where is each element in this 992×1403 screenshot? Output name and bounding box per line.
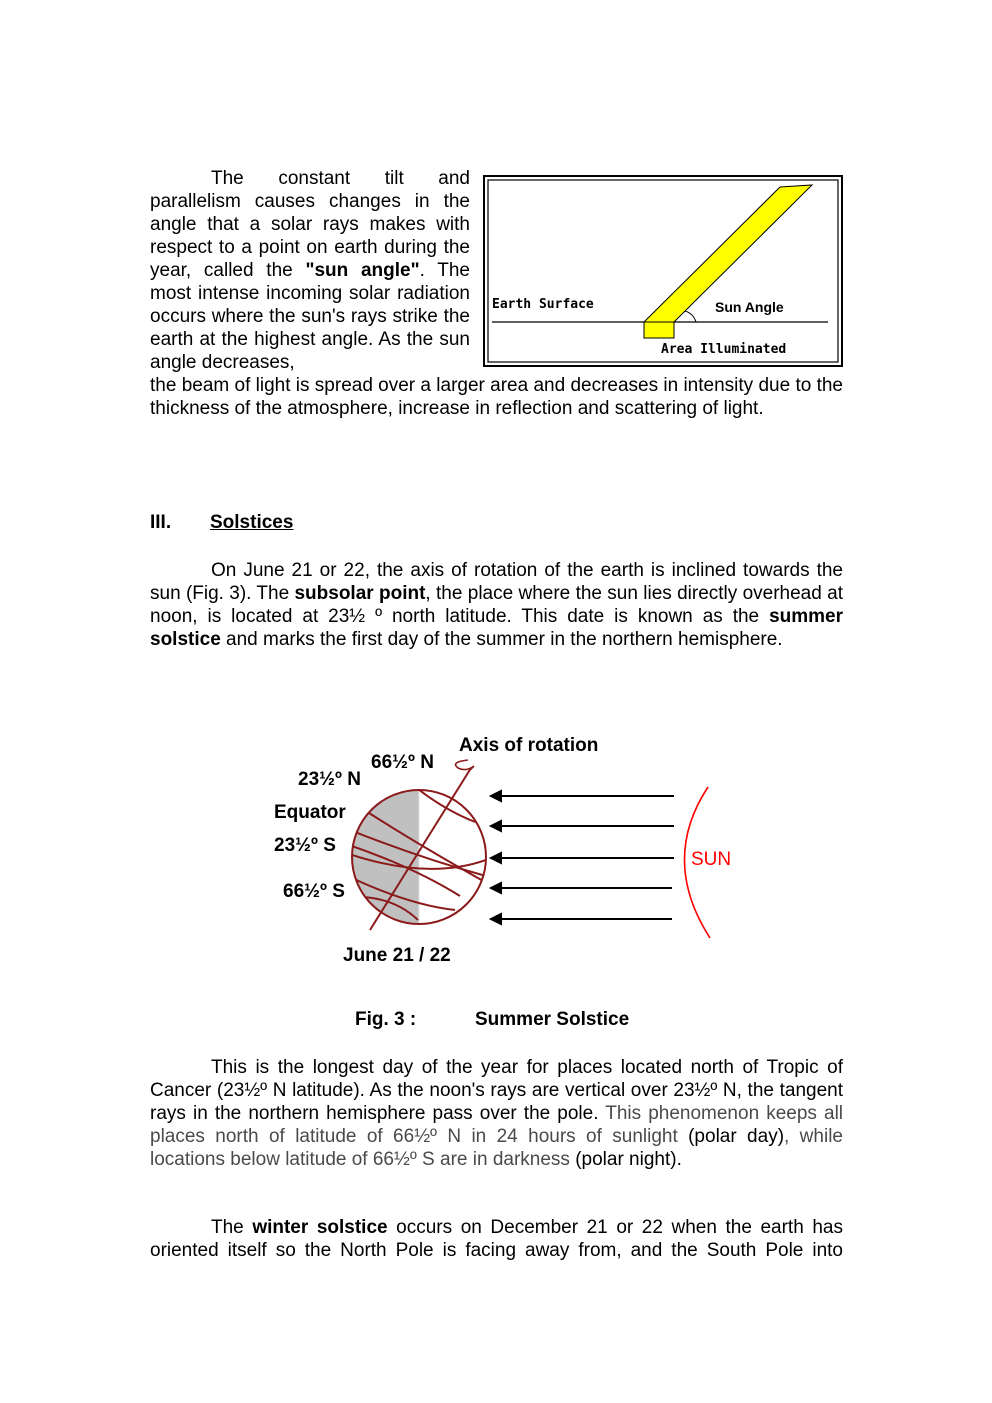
paragraph-sun-angle: The constant tilt and parallelism causes changes in the angle that a solar rays makes with respect to a point on earth during the year, called the "sun angle". The most intense incoming solar radiation occurs where the sun's rays strike the earth at the highest angle. As the sun angle decreases, xyxy=(150,168,470,373)
sun-angle-figure xyxy=(483,175,843,367)
label-date: June 21 / 22 xyxy=(343,945,451,966)
section-title: Solstices xyxy=(210,512,294,533)
label-sun-angle: Sun Angle xyxy=(715,299,784,315)
paragraph-sun-angle-continued: the beam of light is spread over a larger area and decreases in intensity due to the thickness of the atmosphere, increase in reflection and scattering of light. xyxy=(150,375,843,419)
summer-solstice-figure xyxy=(260,730,760,975)
label-66n: 66½º N xyxy=(371,752,434,773)
label-equator: Equator xyxy=(274,802,346,823)
label-sun: SUN xyxy=(691,849,732,870)
paragraph-winter-solstice: The winter solstice occurs on December 21 or 22 when the earth has oriented itself so the North Pole is facing away from, and the South Pole into xyxy=(150,1217,843,1261)
figure-caption xyxy=(355,1009,629,1031)
label-23n: 23½º N xyxy=(298,769,361,790)
label-area-illuminated: Area Illuminated xyxy=(661,342,787,357)
label-23s: 23½º S xyxy=(274,835,336,856)
term-summer-solstice: summer solstice xyxy=(150,606,843,650)
caption-title: Summer Solstice xyxy=(475,1009,630,1030)
label-earth-surface: Earth Surface xyxy=(492,297,594,312)
label-66s: 66½º S xyxy=(283,881,345,902)
paragraph-longest-day: This is the longest day of the year for places located north of Tropic of Cancer (23½º N latitude). As the noon's rays are vertical over 23½º N, the tangent rays in the northern hemisphere pass over the pole. This phenomenon keeps all places north of latitude of 66½º N in 24 hours of sunlight (polar day), while locations below latitude of 66½º S are in darkness (polar night). xyxy=(150,1057,844,1170)
paragraph-summer-solstice: On June 21 or 22, the axis of rotation of the earth is inclined towards the sun (Fig. 3). The subsolar point, the place where the sun lies directly overhead at noon, is located at 23½ º north latitude. This date is known as the summer solstice and marks the first day of the summer in the northern hemisphere. xyxy=(150,560,843,650)
section-number: III. xyxy=(150,512,172,533)
section-heading xyxy=(150,512,293,534)
caption-label: Fig. 3 : xyxy=(355,1009,417,1030)
term-winter-solstice: winter solstice xyxy=(252,1217,388,1238)
term-subsolar-point: subsolar point xyxy=(294,583,426,604)
label-axis-of-rotation: Axis of rotation xyxy=(459,735,599,756)
term-sun-angle: "sun angle" xyxy=(305,260,420,281)
